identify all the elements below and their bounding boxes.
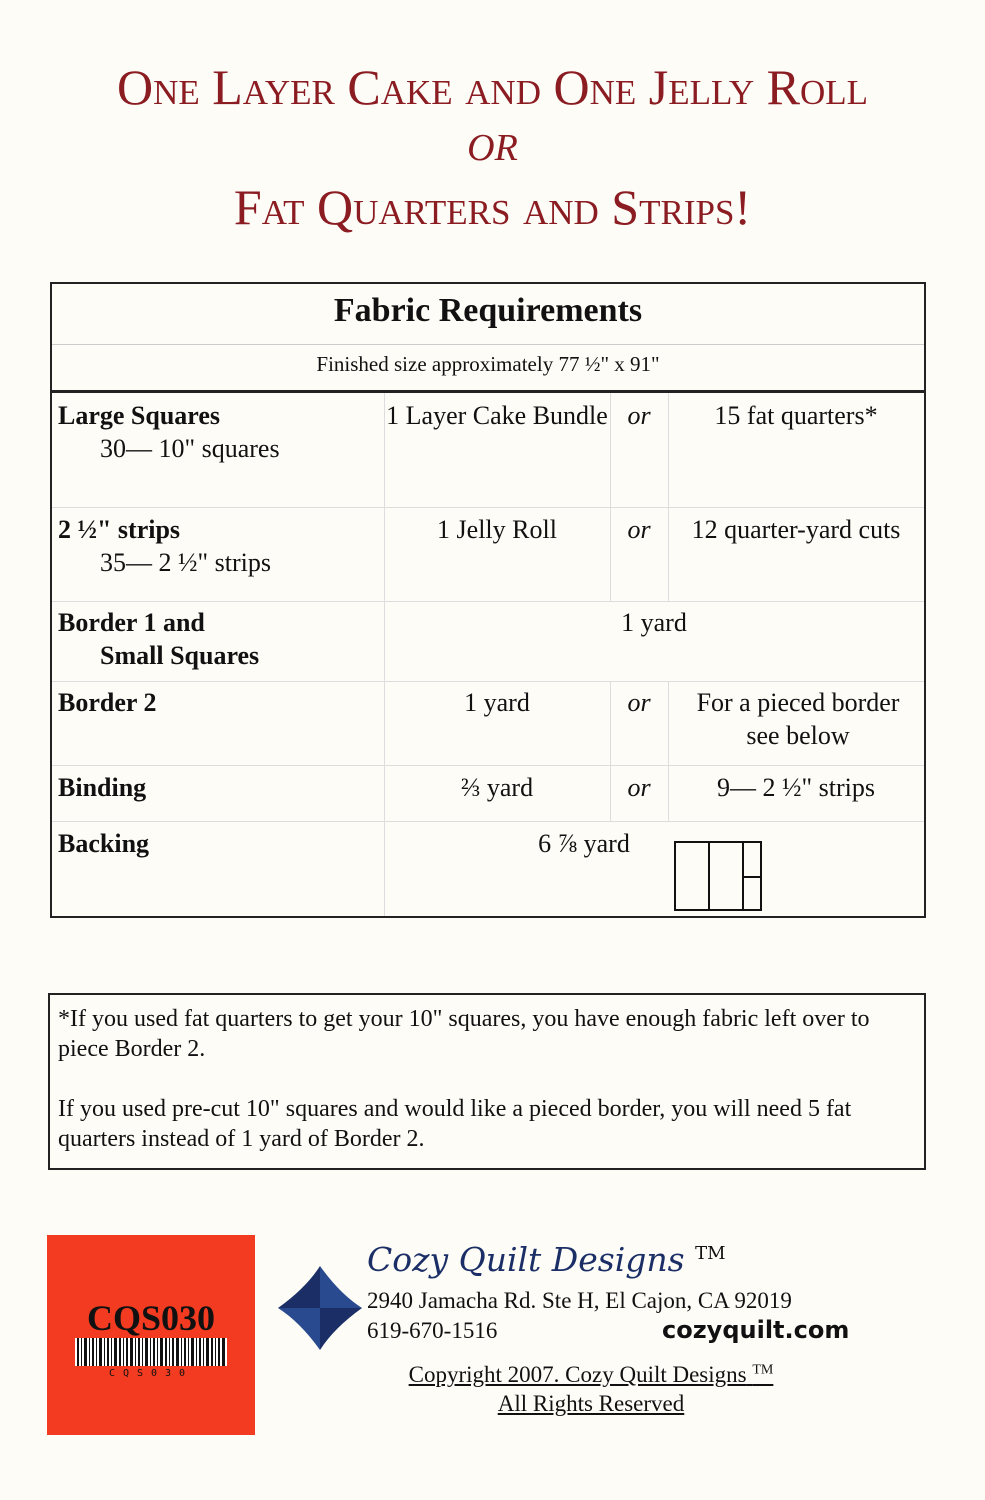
- row-label: Border 1 and: [58, 608, 205, 637]
- fabric-requirements-table: [50, 282, 926, 918]
- row-label: Border 2: [58, 688, 157, 717]
- product-code: CQS030: [86, 1298, 216, 1338]
- title-line-1: One Layer Cake and One Jelly Roll: [117, 59, 868, 115]
- all-rights-reserved: All Rights Reserved: [497, 1391, 685, 1416]
- row-label: Binding: [58, 773, 147, 802]
- product-label: [47, 1235, 255, 1435]
- row-or: or: [627, 773, 651, 802]
- title-line-2: Fat Quarters and Strips!: [233, 179, 752, 235]
- row-detail: 35— 2 ½" strips: [100, 548, 271, 577]
- note-2: If you used pre-cut 10" squares and would like a pieced border, you will need 5 fat quarters instead of 1 yard of Border 2.: [58, 1096, 852, 1152]
- pinwheel-logo-icon: [278, 1266, 362, 1350]
- table-title: Fabric Requirements: [333, 292, 643, 329]
- barcode-text: CQS030: [108, 1368, 194, 1379]
- row-right: 9— 2 ½" strips: [717, 773, 875, 802]
- row-mid: 1 yard: [464, 688, 530, 717]
- note-1: *If you used fat quarters to get your 10" squares, you have enough fabric left over to piece Border 2.: [58, 1006, 870, 1062]
- row-mid: ⅔ yard: [460, 773, 534, 802]
- table-row: [52, 681, 924, 766]
- row-span: 1 yard: [621, 608, 687, 637]
- row-right: For a pieced border see below: [696, 688, 900, 750]
- row-mid: 1 Jelly Roll: [437, 515, 557, 544]
- table-row: [52, 821, 924, 916]
- barcode-icon: [75, 1338, 227, 1366]
- table-row: [52, 507, 924, 602]
- title-or: OR: [467, 127, 518, 169]
- backing-diagram: [674, 841, 764, 913]
- row-mid: 1 Layer Cake Bundle: [386, 401, 608, 430]
- company-phone: 619-670-1516: [367, 1318, 498, 1343]
- table-header: [52, 284, 924, 393]
- company-address: 2940 Jamacha Rd. Ste H, El Cajon, CA 92019: [367, 1288, 792, 1313]
- row-label: Large Squares: [58, 401, 221, 430]
- row-label: 2 ½" strips: [58, 515, 181, 544]
- row-span: 6 ⅞ yard: [538, 829, 630, 858]
- table-row: [52, 601, 924, 682]
- notes-box: [48, 993, 926, 1170]
- row-detail: 30— 10" squares: [100, 434, 280, 463]
- row-or: or: [627, 515, 651, 544]
- row-right: 12 quarter-yard cuts: [691, 515, 901, 544]
- company-website[interactable]: cozyquilt.com: [662, 1316, 850, 1344]
- row-label: Backing: [58, 829, 150, 858]
- row-or: or: [627, 401, 651, 430]
- finished-size: Finished size approximately 77 ½" x 91": [316, 352, 660, 376]
- copyright: Copyright 2007. Cozy Quilt Designs ™: [408, 1362, 774, 1387]
- row-right: 15 fat quarters*: [714, 401, 878, 430]
- table-row: [52, 765, 924, 822]
- company-name: Cozy Quilt Designs ™: [367, 1240, 726, 1279]
- row-or: or: [627, 688, 651, 717]
- table-row: [52, 393, 924, 508]
- row-detail: Small Squares: [100, 641, 260, 670]
